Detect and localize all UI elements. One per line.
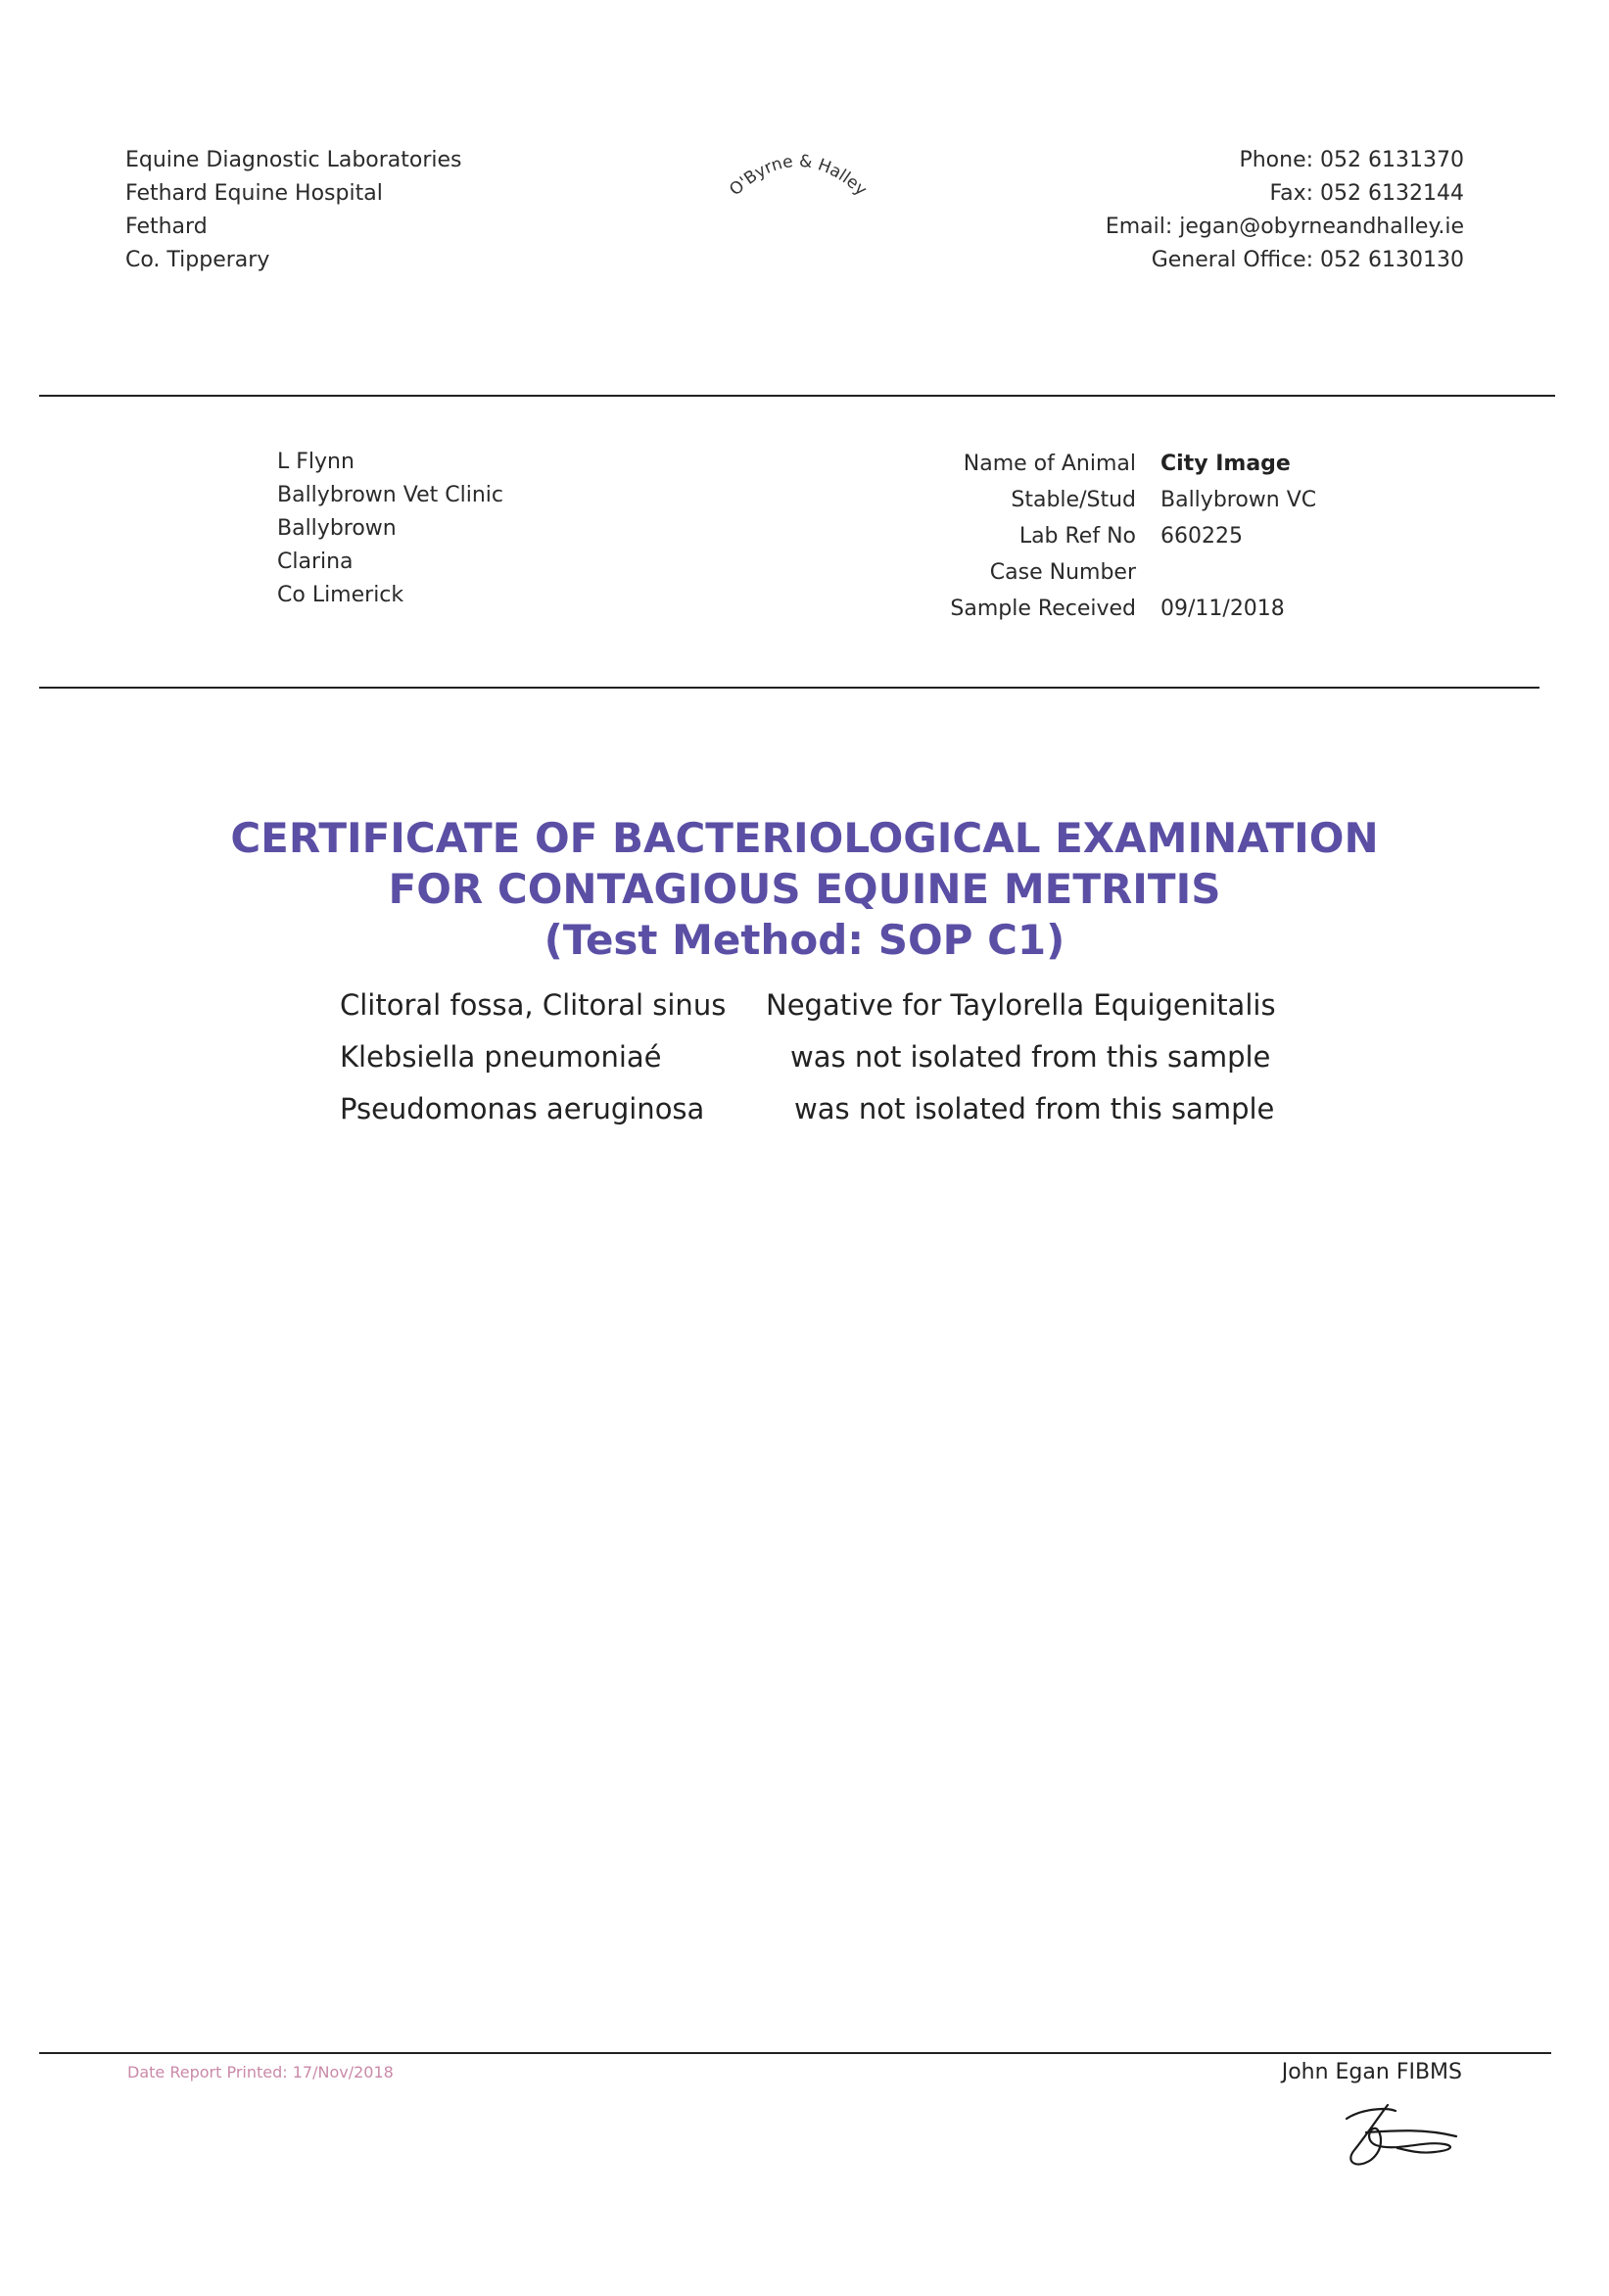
result-text: was not isolated from this sample — [790, 1040, 1271, 1074]
recipient-line: Co Limerick — [277, 583, 404, 607]
fax-line: Fax: 052 6132144 — [1269, 181, 1464, 206]
report-printed-date: Date Report Printed: 17/Nov/2018 — [127, 2063, 394, 2081]
sample-received-value: 09/11/2018 — [1160, 597, 1285, 621]
recipient-line: Clarina — [277, 550, 354, 574]
lab-contact — [1106, 144, 1464, 277]
field-label-stable-stud: Stable/Stud — [1011, 488, 1136, 512]
case-number-value — [1160, 554, 1316, 591]
field-label-lab-ref: Lab Ref No — [1018, 524, 1136, 549]
animal-field-values — [1160, 446, 1316, 627]
field-label-case-number: Case Number — [989, 560, 1136, 585]
animal-field-labels — [881, 446, 1136, 627]
title-line-2: FOR CONTAGIOUS EQUINE METRITIS — [388, 865, 1221, 913]
field-label-sample-received: Sample Received — [950, 597, 1136, 621]
field-label-name-of-animal: Name of Animal — [963, 452, 1136, 476]
lab-ref-value: 660225 — [1160, 524, 1243, 549]
phone-line: Phone: 052 6131370 — [1239, 148, 1464, 172]
recipient-line: L Flynn — [277, 450, 355, 474]
animal-name-value: City Image — [1160, 452, 1291, 476]
recipient-line: Ballybrown — [277, 516, 397, 541]
recipient-address — [277, 446, 503, 612]
signature — [1327, 2101, 1464, 2175]
certificate-title — [0, 813, 1609, 966]
details-divider — [39, 687, 1539, 689]
title-line-1: CERTIFICATE OF BACTERIOLOGICAL EXAMINATION — [230, 814, 1379, 862]
result-organism: Pseudomonas aeruginosa — [340, 1092, 705, 1125]
svg-text:O'Byrne & Halley — [726, 152, 871, 200]
lab-address — [125, 144, 462, 277]
lab-address-line: Fethard Equine Hospital — [125, 181, 383, 206]
lab-logo — [715, 137, 881, 215]
stable-stud-value: Ballybrown VC — [1160, 488, 1317, 512]
signer-name: John Egan FIBMS — [1281, 2060, 1462, 2084]
result-organism: Klebsiella pneumoniaé — [340, 1040, 662, 1074]
general-office-line: General Office: 052 6130130 — [1151, 248, 1464, 272]
email-line: Email: jegan@obyrneandhalley.ie — [1105, 215, 1464, 239]
recipient-line: Ballybrown Vet Clinic — [277, 483, 503, 507]
result-organism: Clitoral fossa, Clitoral sinus — [340, 988, 727, 1022]
lab-address-line: Fethard — [125, 215, 208, 239]
result-text: was not isolated from this sample — [794, 1092, 1275, 1125]
footer-divider — [39, 2052, 1551, 2054]
logo-text: O'Byrne & Halley — [726, 151, 871, 201]
test-method-line: (Test Method: SOP C1) — [544, 916, 1065, 964]
lab-address-line: Co. Tipperary — [125, 248, 270, 272]
lab-address-line: Equine Diagnostic Laboratories — [125, 148, 462, 172]
result-text: Negative for Taylorella Equigenitalis — [766, 988, 1276, 1022]
header-divider — [39, 395, 1555, 397]
